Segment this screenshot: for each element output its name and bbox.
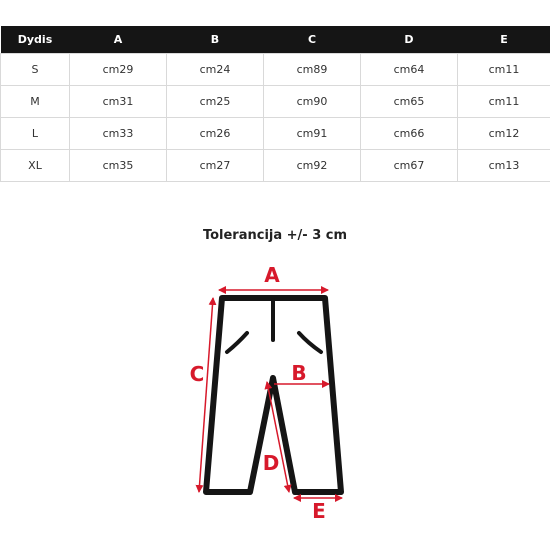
table-cell: cm35 xyxy=(70,150,167,182)
table-cell: cm13 xyxy=(458,150,550,182)
table-cell: cm67 xyxy=(361,150,458,182)
table-cell: cm89 xyxy=(264,54,361,86)
table-cell: cm29 xyxy=(70,54,167,86)
header-a: A xyxy=(70,26,167,54)
table-cell: cm11 xyxy=(458,54,550,86)
label-a: A xyxy=(264,263,280,287)
table-cell: S xyxy=(1,54,70,86)
header-c: C xyxy=(264,26,361,54)
tolerance-note: Tolerancija +/- 3 cm xyxy=(202,228,348,243)
table-cell: cm31 xyxy=(70,86,167,118)
table-cell: M xyxy=(1,86,70,118)
table-cell: cm90 xyxy=(264,86,361,118)
table-cell: cm26 xyxy=(167,118,264,150)
header-e: E xyxy=(458,26,550,54)
table-cell: cm91 xyxy=(264,118,361,150)
label-c: C xyxy=(189,362,205,386)
header-b: B xyxy=(167,26,264,54)
label-b: B xyxy=(291,361,307,385)
table-cell: cm92 xyxy=(264,150,361,182)
table-cell: cm25 xyxy=(167,86,264,118)
table-cell: cm66 xyxy=(361,118,458,150)
table-cell: L xyxy=(1,118,70,150)
table-cell: cm27 xyxy=(167,150,264,182)
table-cell: cm33 xyxy=(70,118,167,150)
table-cell: cm24 xyxy=(167,54,264,86)
table-cell: cm12 xyxy=(458,118,550,150)
header-size: Dydis xyxy=(1,26,70,54)
table-cell: cm64 xyxy=(361,54,458,86)
header-d: D xyxy=(361,26,458,54)
table-cell: XL xyxy=(1,150,70,182)
label-e: E xyxy=(312,499,326,523)
table-cell: cm11 xyxy=(458,86,550,118)
label-d: D xyxy=(262,451,280,475)
table-cell: cm65 xyxy=(361,86,458,118)
